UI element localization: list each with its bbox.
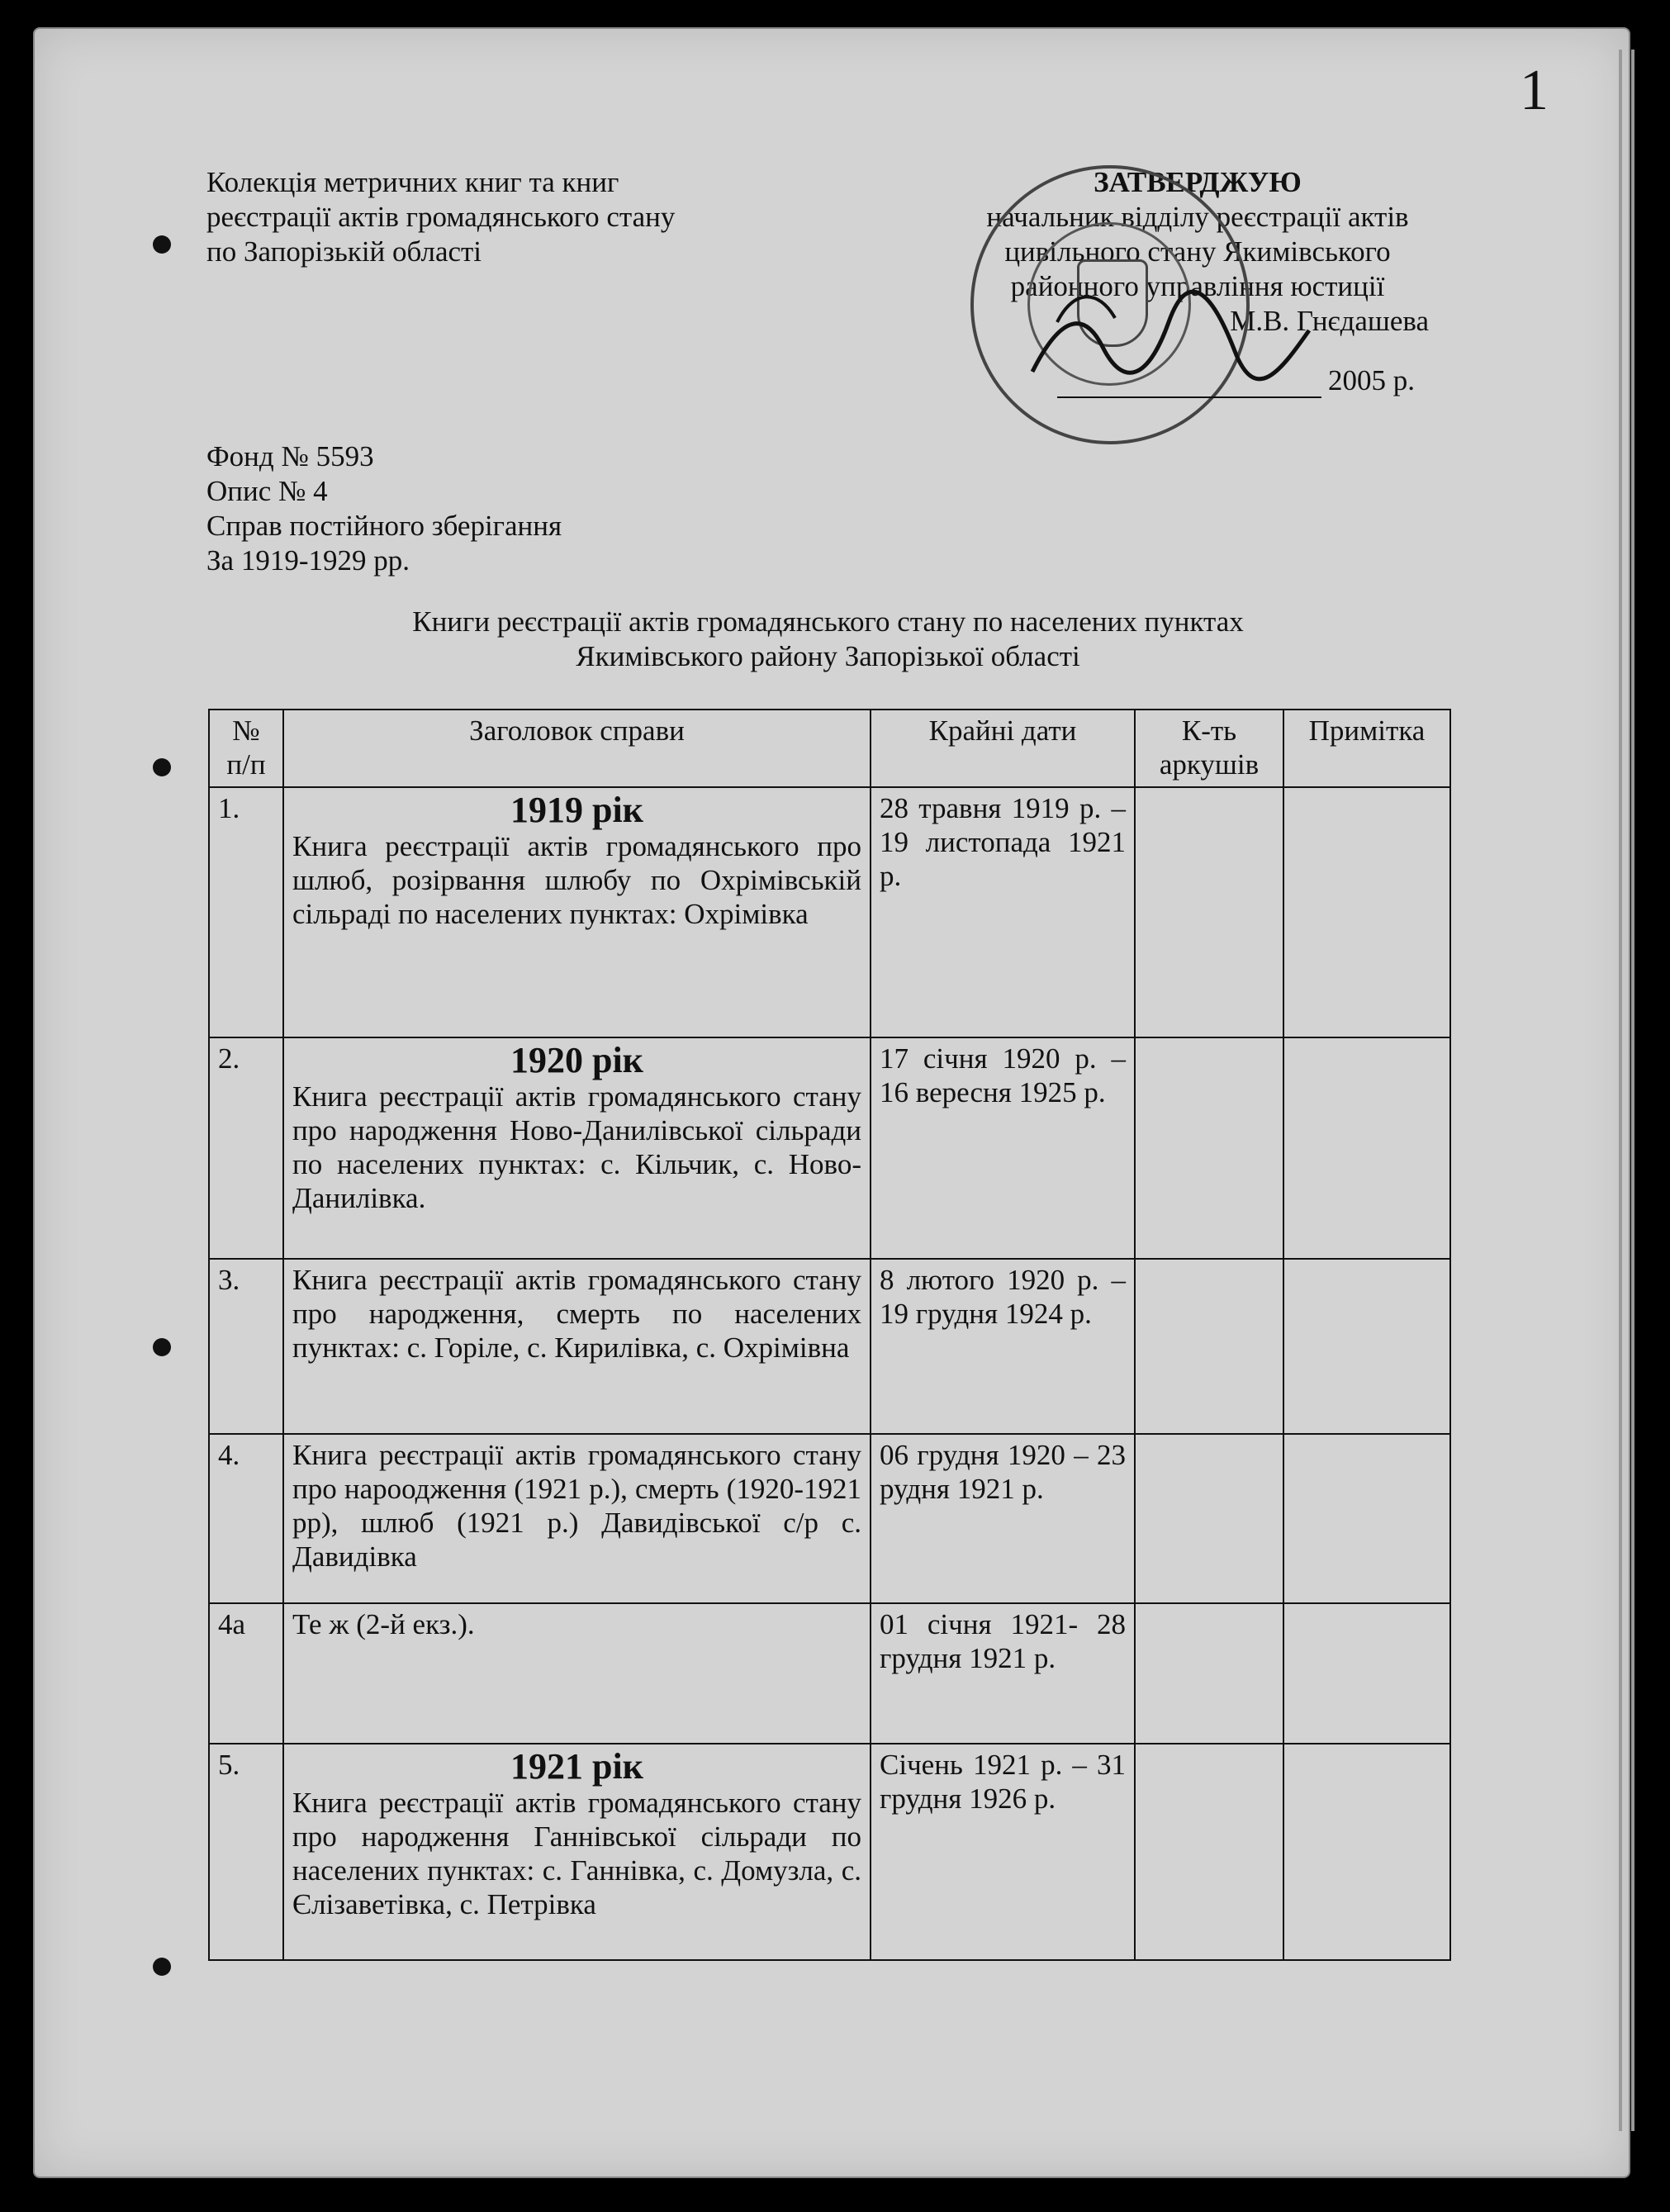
signature-line: [1057, 396, 1321, 398]
approval-block: ЗАТВЕРДЖУЮ начальник відділу реєстрації актів цивільного стану Якимівського районного управління юстиції М.В. Гнєдашева: [986, 166, 1429, 337]
row-title: 1920 рік Книга реєстрації актів громадянського стану про народження Ново-Данилівської сільради по населених пунктах: с. Кільчик, с. Ново-Данилівка.: [283, 1037, 871, 1259]
row-sheets: [1135, 1037, 1283, 1259]
col-header-title: Заголовок справи: [283, 710, 871, 787]
page-title: Книги реєстрації актів громадянського стану по населених пунктах Якимівського району Запорізької області: [412, 605, 1244, 672]
row-sheets: [1135, 787, 1283, 1037]
row-dates: Січень 1921 р. – 31 грудня 1926 р.: [871, 1744, 1135, 1960]
row-note: [1283, 787, 1450, 1037]
row-sheets: [1135, 1603, 1283, 1744]
row-sheets: [1135, 1744, 1283, 1960]
row-dates: 17 січня 1920 р. – 16 вересня 1925 р.: [871, 1037, 1135, 1259]
records-table: [208, 709, 1451, 1961]
row-title: Те ж (2-й екз.).: [283, 1603, 871, 1744]
row-note: [1283, 1603, 1450, 1744]
row-note: [1283, 1037, 1450, 1259]
punch-hole: [153, 235, 171, 254]
page-edge: [1631, 50, 1634, 2131]
row-dates: 01 січня 1921- 28 грудня 1921 р.: [871, 1603, 1135, 1744]
table-row: [209, 1037, 1450, 1259]
row-note: [1283, 1744, 1450, 1960]
approval-year: 2005 р.: [1328, 364, 1415, 396]
row-note: [1283, 1259, 1450, 1434]
punch-hole: [153, 1338, 171, 1356]
table-row: [209, 1603, 1450, 1744]
row-dates: 8 лютого 1920 р. – 19 грудня 1924 р.: [871, 1259, 1135, 1434]
fund-info: Фонд № 5593 Опис № 4 Справ постійного зберігання За 1919-1929 рр.: [206, 440, 562, 577]
table-row: [209, 1744, 1450, 1960]
col-header-sheets: К-ть аркушів: [1135, 710, 1283, 787]
page-edge: [1619, 50, 1622, 2131]
year-heading: 1920 рік: [510, 1040, 644, 1080]
punch-hole: [153, 1958, 171, 1976]
col-header-number: № п/п: [209, 710, 283, 787]
collection-title: Колекція метричних книг та книг реєстрації актів громадянського стану по Запорізькій області: [206, 166, 676, 268]
row-number: 1.: [209, 787, 283, 1037]
table-row: [209, 1434, 1450, 1603]
row-title: Книга реєстрації актів громадянського стану про народження, смерть по населених пунктах: с. Горіле, с. Кирилівка, с. Охрімівна: [283, 1259, 871, 1434]
row-note: [1283, 1434, 1450, 1603]
row-title: Книга реєстрації актів громадянського стану про нароодження (1921 р.), смерть (1920-1921 рр), шлюб (1921 р.) Давидівської с/р с. Давидівка: [283, 1434, 871, 1603]
row-sheets: [1135, 1434, 1283, 1603]
table-row: [209, 787, 1450, 1037]
row-dates: 06 грудня 1920 – 23 рудня 1921 р.: [871, 1434, 1135, 1603]
signature: [1024, 273, 1321, 396]
col-header-note: Примітка: [1283, 710, 1450, 787]
year-heading: 1921 рік: [510, 1746, 644, 1787]
row-title: 1921 рік Книга реєстрації актів громадянського стану про народження Ганнівської сільради по населених пунктах: с. Ганнівка, с. Домузла, с. Єлізаветівка, с. Петрівка: [283, 1744, 871, 1960]
punch-hole: [153, 758, 171, 776]
row-title: 1919 рік Книга реєстрації актів громадянського про шлюб, розірвання шлюбу по Охрімівській сільраді по населених пунктах: Охрімівка: [283, 787, 871, 1037]
row-number: 3.: [209, 1259, 283, 1434]
col-header-dates: Крайні дати: [871, 710, 1135, 787]
row-sheets: [1135, 1259, 1283, 1434]
row-dates: 28 травня 1919 р. – 19 листопада 1921 р.: [871, 787, 1135, 1037]
year-heading: 1919 рік: [510, 790, 644, 830]
row-number: 2.: [209, 1037, 283, 1259]
row-number: 4а: [209, 1603, 283, 1744]
table-header-row: [209, 710, 1450, 787]
page-number: 1: [1520, 59, 1549, 122]
table-row: [209, 1259, 1450, 1434]
row-number: 4.: [209, 1434, 283, 1603]
row-number: 5.: [209, 1744, 283, 1960]
